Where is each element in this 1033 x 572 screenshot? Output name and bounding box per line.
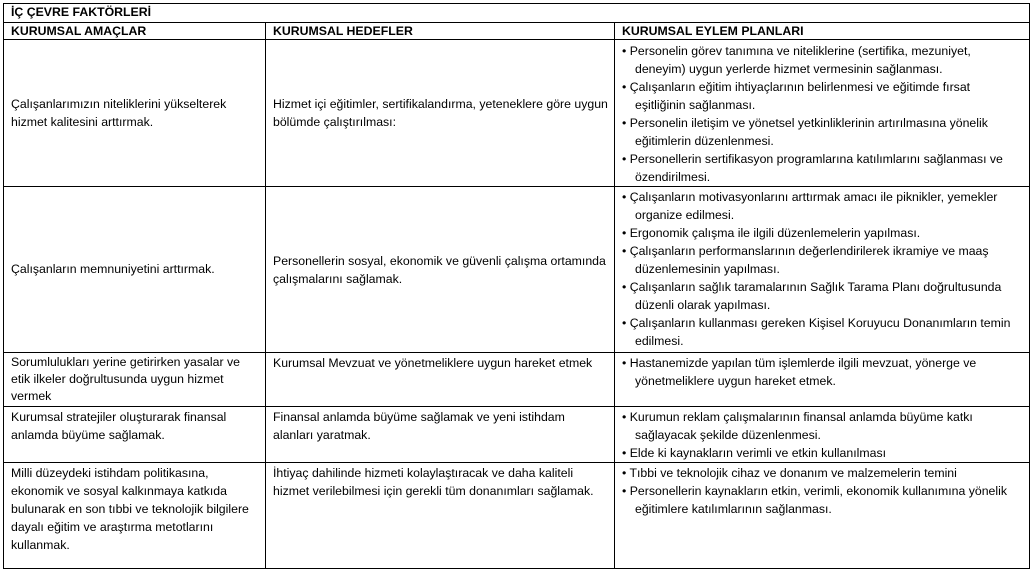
header-cell-action-plans: KURUMSAL EYLEM PLANLARI: [622, 24, 804, 38]
goal-cell: [266, 40, 615, 186]
plan-item: • Çalışanların motivasyonlarını arttırmak amacı ile piknikler, yemekler organize edilmesi.: [622, 188, 1023, 224]
plans-cell: [615, 407, 1029, 462]
plan-item: • Personelin iletişim ve yönetsel yetkinliklerinin artırılmasına yönelik eğitimlerin düzenlenmesi.: [622, 114, 1023, 150]
aim-cell: [4, 40, 266, 186]
table-row: [3, 407, 1030, 463]
aim-cell: [4, 353, 266, 406]
header-cell-aims: KURUMSAL AMAÇLAR: [4, 23, 266, 39]
plans-cell: [615, 353, 1029, 406]
plans-cell: [615, 187, 1029, 352]
goal-cell: [266, 353, 615, 406]
goal-cell: [266, 187, 615, 352]
table-row: [3, 187, 1030, 353]
goal-cell: [266, 463, 615, 568]
table-title-row: [3, 3, 1030, 23]
goal-text: Personellerin sosyal, ekonomik ve güvenli çalışma ortamında çalışmalarını sağlamak.: [273, 254, 606, 286]
table-title: İÇ ÇEVRE FAKTÖRLERİ: [11, 5, 152, 19]
table-row: [3, 463, 1030, 569]
aim-text: Sorumlulukları yerine getirirken yasalar ve etik ilkeler doğrultusunda uygun hizmet vermek: [11, 355, 240, 403]
aim-text: Milli düzeydeki istihdam politikasına, ekonomik ve sosyal kalkınmaya katkıda bulunarak en son tıbbi ve teknolojik bilgilere dayalı eğitim ve araştırma metotlarını kullanmak.: [11, 466, 249, 552]
table-row: [3, 40, 1030, 187]
plan-item: • Personelin görev tanımına ve niteliklerine (sertifika, mezuniyet, deneyim) uygun yerlerde hizmet vermesinin sağlanması.: [622, 42, 1023, 78]
header-cell-goals: KURUMSAL HEDEFLER: [266, 23, 615, 39]
plan-item: • Çalışanların performanslarının değerlendirilerek ikramiye ve maaş düzenlemesinin yapılması.: [622, 242, 1023, 278]
plan-item: • Ergonomik çalışma ile ilgili düzenlemelerin yapılması.: [622, 224, 1023, 242]
goal-text: İhtiyaç dahilinde hizmeti kolaylaştıracak ve daha kaliteli hizmet verilebilmesi için gerekli tüm donanımları sağlamak.: [273, 466, 594, 498]
goal-cell: [266, 407, 615, 462]
aim-text: Çalışanlarımızın niteliklerini yükselterek hizmet kalitesini arttırmak.: [11, 97, 227, 129]
plan-item: • Elde ki kaynakların verimli ve etkin kullanılması: [622, 444, 1023, 462]
goal-text: Finansal anlamda büyüme sağlamak ve yeni istihdam alanları yaratmak.: [273, 410, 565, 442]
plan-item: • Personellerin sertifikasyon programlarına katılımlarını sağlanması ve özendirilmesi.: [622, 150, 1023, 186]
plan-item: • Çalışanların eğitim ihtiyaçlarının belirlenmesi ve eğitimde fırsat eşitliğinin sağlanması.: [622, 78, 1023, 114]
plans-cell: [615, 463, 1029, 568]
aim-cell: [4, 187, 266, 352]
plan-item: • Çalışanların sağlık taramalarının Sağlık Tarama Planı doğrultusunda düzenli olarak yapılması.: [622, 278, 1023, 314]
goal-text: Hizmet içi eğitimler, sertifikalandırma, yeteneklere göre uygun bölümde çalıştırılması:: [273, 97, 608, 129]
header-row: [3, 23, 1030, 40]
plans-cell: [615, 40, 1029, 186]
aim-text: Çalışanların memnuniyetini arttırmak.: [11, 262, 215, 276]
plan-item: • Tıbbi ve teknolojik cihaz ve donanım ve malzemelerin temini: [622, 464, 1023, 482]
aim-cell: [4, 463, 266, 568]
plan-item: • Hastanemizde yapılan tüm işlemlerde ilgili mevzuat, yönerge ve yönetmeliklere uygun hareket etmek.: [622, 354, 1023, 390]
table-row: [3, 353, 1030, 407]
plan-item: • Personellerin kaynakların etkin, verimli, ekonomik kullanımına yönelik eğitimlere katılımlarının sağlanması.: [622, 482, 1023, 518]
aim-cell: [4, 407, 266, 462]
aim-text: Kurumsal stratejiler oluşturarak finansal anlamda büyüme sağlamak.: [11, 410, 227, 442]
goal-text: Kurumsal Mevzuat ve yönetmeliklere uygun hareket etmek: [273, 356, 593, 370]
plan-item: • Kurumun reklam çalışmalarının finansal anlamda büyüme katkı sağlayacak şekilde düzenlenmesi.: [622, 408, 1023, 444]
plan-item: • Çalışanların kullanması gereken Kişisel Koruyucu Donanımların temin edilmesi.: [622, 314, 1023, 350]
